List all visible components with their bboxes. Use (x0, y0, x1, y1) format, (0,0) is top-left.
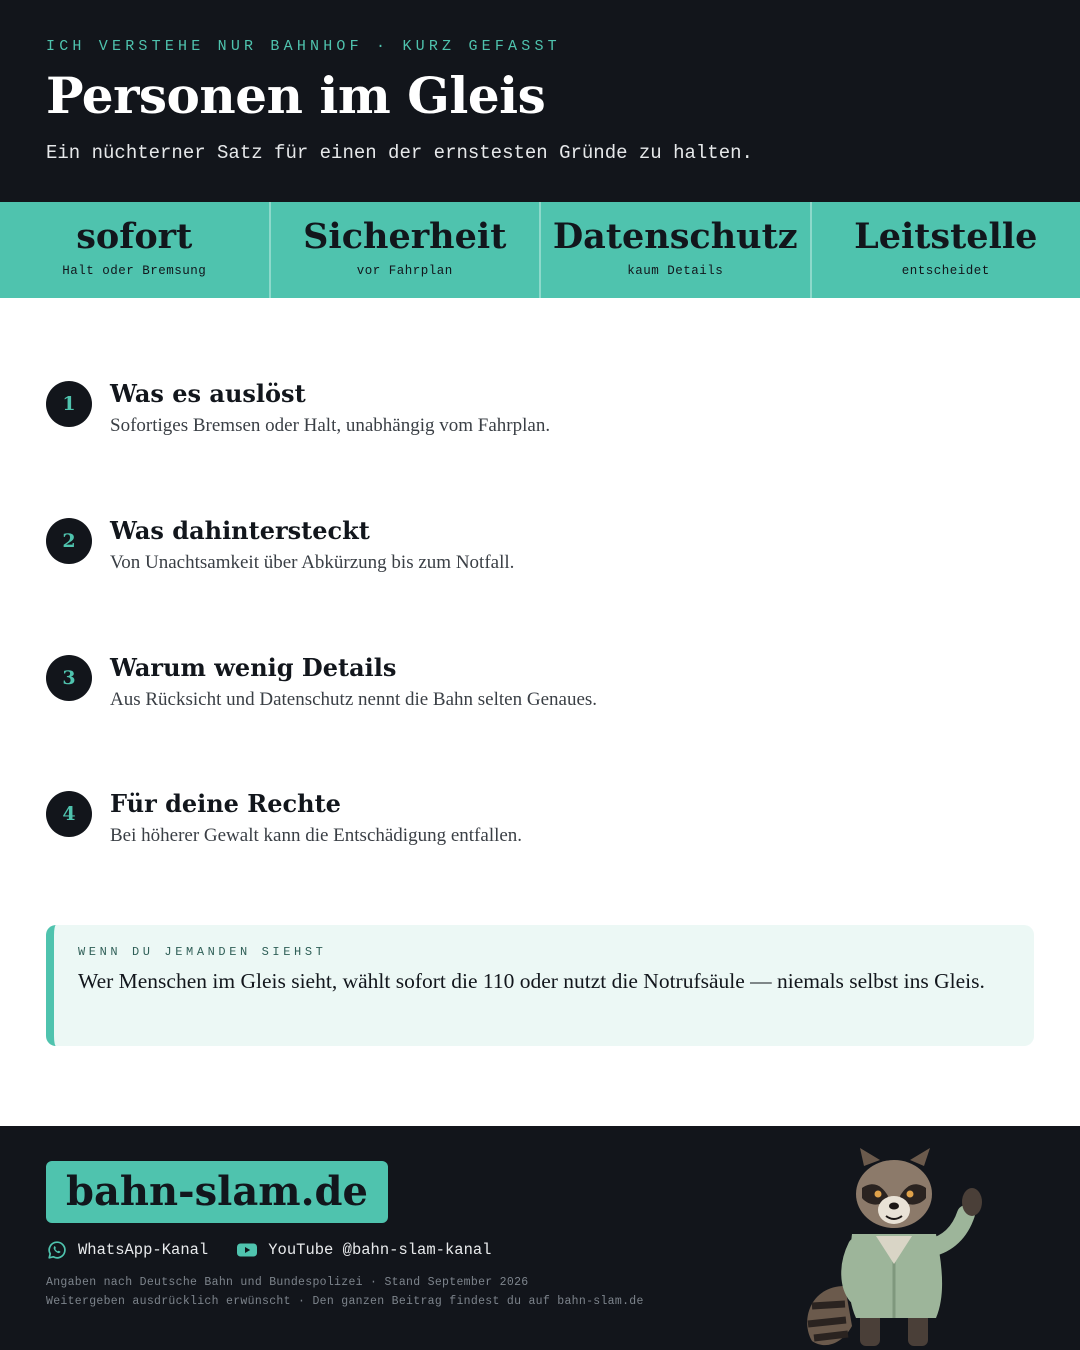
callout-text: Wer Menschen im Gleis sieht, wählt sofort die 110 oder nutzt die Notrufsäule — niemals selbst ins Gleis. (78, 969, 985, 993)
youtube-link[interactable] (236, 1240, 491, 1260)
footer (0, 1126, 1080, 1350)
step-number-badge: 2 (46, 518, 92, 564)
youtube-icon (236, 1240, 258, 1260)
stat-value: sofort (76, 216, 193, 257)
callout-box (46, 925, 1034, 1046)
stat-label: vor Fahrplan (356, 264, 453, 278)
step-number-badge: 3 (46, 655, 92, 701)
footer-links (46, 1240, 519, 1260)
stats-bar (0, 202, 1080, 298)
eyebrow: ICH VERSTEHE NUR BAHNHOF · KURZ GEFASST (46, 38, 561, 55)
brand-link[interactable]: bahn-slam.de (46, 1161, 388, 1223)
item-text: Aus Rücksicht und Datenschutz nennt die Bahn selten Genaues. (110, 689, 598, 710)
stat-label: entscheidet (901, 264, 990, 278)
item-title: Was es auslöst (110, 379, 306, 408)
step-number-badge: 1 (46, 381, 92, 427)
stat-value: Leitstelle (854, 216, 1038, 257)
source-note: Angaben nach Deutsche Bahn und Bundespolizei · Stand September 2026 (46, 1276, 529, 1289)
item-text: Bei höherer Gewalt kann die Entschädigung entfallen. (110, 825, 523, 846)
stat-cell (271, 202, 542, 298)
whatsapp-icon (46, 1240, 68, 1260)
header (0, 0, 1080, 202)
item-text: Sofortiges Bremsen oder Halt, unabhängig vom Fahrplan. (110, 415, 551, 436)
item-title: Was dahintersteckt (110, 516, 370, 545)
share-note: Weitergeben ausdrücklich erwünscht · Den ganzen Beitrag findest du auf bahn-slam.de (46, 1295, 644, 1308)
whatsapp-link-label: WhatsApp-Kanal (78, 1241, 209, 1259)
item-title: Für deine Rechte (110, 789, 341, 818)
stat-value: Sicherheit (303, 216, 507, 257)
step-number-badge: 4 (46, 791, 92, 837)
stat-cell (812, 202, 1080, 298)
stat-value: Datenschutz (552, 216, 798, 257)
youtube-link-label: YouTube @bahn-slam-kanal (268, 1241, 492, 1259)
callout-label: WENN DU JEMANDEN SIEHST (78, 945, 327, 959)
list-item (46, 516, 1036, 586)
list-item (46, 789, 1036, 859)
page-subtitle: Ein nüchterner Satz für einen der ernstesten Gründe zu halten. (46, 142, 753, 164)
stat-cell (541, 202, 812, 298)
stat-label: kaum Details (627, 264, 724, 278)
raccoon-mascot (790, 1136, 1010, 1350)
list-item (46, 379, 1036, 449)
stat-cell (0, 202, 271, 298)
item-title: Warum wenig Details (110, 653, 397, 682)
stat-label: Halt oder Bremsung (62, 264, 207, 278)
item-text: Von Unachtsamkeit über Abkürzung bis zum Notfall. (110, 552, 515, 573)
list-item (46, 653, 1036, 723)
whatsapp-link[interactable] (46, 1240, 208, 1260)
page-title: Personen im Gleis (46, 66, 546, 125)
